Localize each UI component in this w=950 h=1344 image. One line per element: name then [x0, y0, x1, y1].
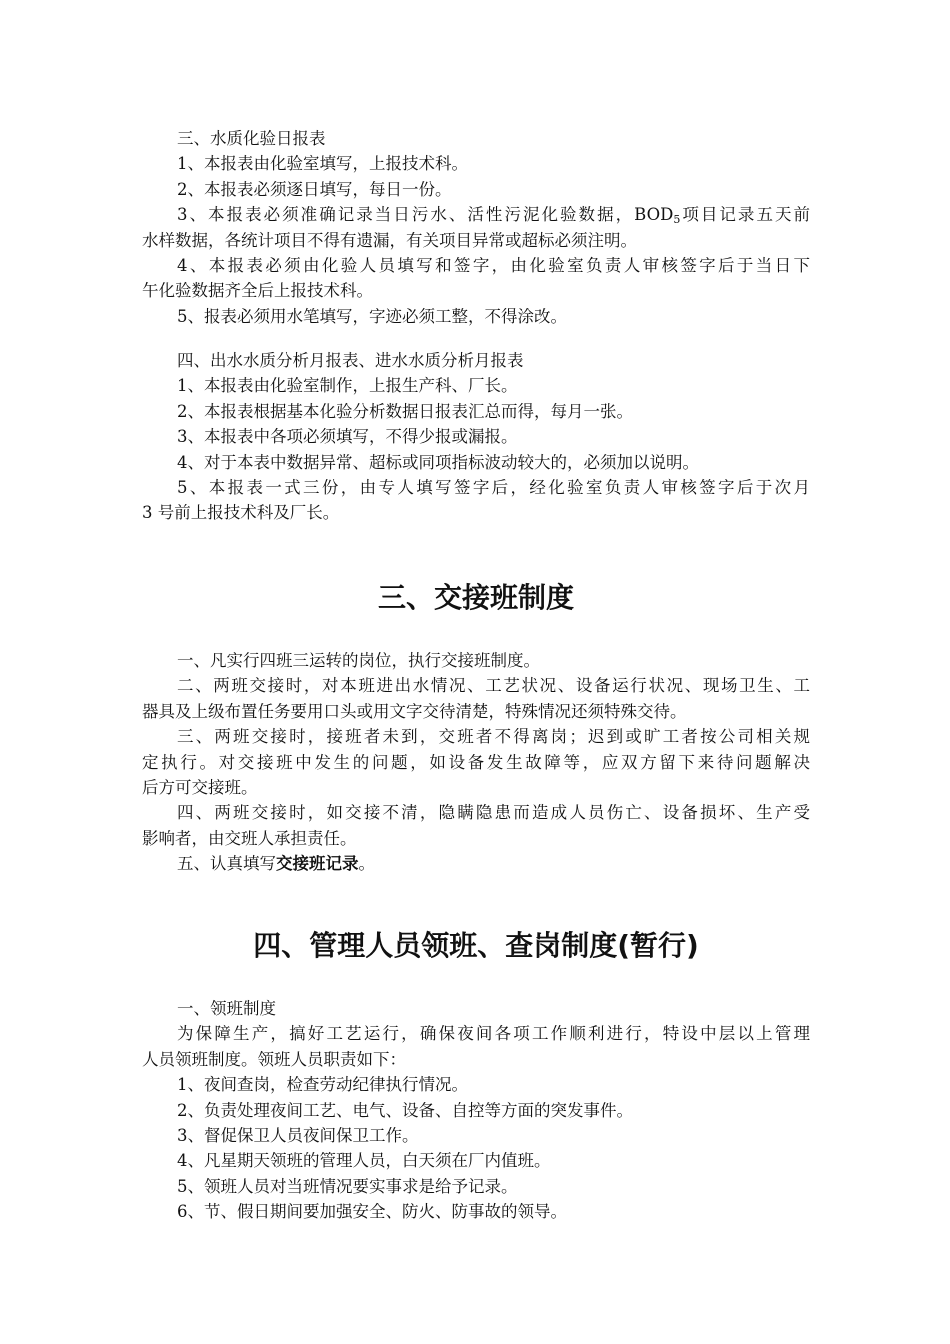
section-heading: 三、水质化验日报表	[177, 129, 326, 148]
paragraph-text: 。	[358, 854, 375, 874]
chapter-title-management: 四、管理人员领班、查岗制度(暂行)	[253, 929, 699, 962]
list-item-continuation: 3 号前上报技术科及厂长。	[142, 503, 340, 523]
paragraph-continuation: 定执行。对交接班中发生的问题，如设备发生故障等，应双方留下来待问题解决	[142, 752, 810, 772]
list-item: 5、报表必须用水笔填写，字迹必须工整，不得涂改。	[177, 306, 567, 326]
list-item: 3、本报表中各项必须填写，不得少报或漏报。	[177, 427, 518, 447]
list-item: 4、本报表必须由化验人员填写和签字，由化验室负责人审核签字后于当日下	[177, 256, 810, 276]
list-item: 5、本报表一式三份，由专人填写签字后，经化验室负责人审核签字后于次月	[177, 478, 810, 498]
list-item: 2、负责处理夜间工艺、电气、设备、自控等方面的突发事件。	[177, 1100, 633, 1120]
list-item: 2、本报表必须逐日填写，每日一份。	[177, 179, 452, 199]
list-item: 6、节、假日期间要加强安全、防火、防事故的领导。	[177, 1202, 567, 1222]
paragraph-continuation: 后方可交接班。	[142, 778, 258, 798]
paragraph-text: 五、认真填写	[177, 854, 276, 874]
paragraph-continuation: 影响者，由交班人承担责任。	[142, 828, 357, 848]
section-heading: 四、出水水质分析月报表、进水水质分析月报表	[177, 351, 524, 370]
item-text: 项目记录五天前	[680, 205, 811, 225]
list-item: 3、督促保卫人员夜间保卫工作。	[177, 1126, 419, 1146]
paragraph-continuation: 器具及上级布置任务要用口头或用文字交待清楚，特殊情况还须特殊交待。	[142, 701, 687, 721]
list-item: 5、领班人员对当班情况要实事求是给予记录。	[177, 1176, 518, 1196]
list-item: 1、本报表由化验室制作，上报生产科、厂长。	[177, 376, 518, 396]
section-water-quality-daily	[142, 126, 810, 329]
handover-record-term: 交接班记录	[276, 854, 359, 874]
list-item: 2、本报表根据基本化验分析数据日报表汇总而得，每月一张。	[177, 401, 633, 421]
subscript: 5	[673, 213, 681, 227]
paragraph: 一、凡实行四班三运转的岗位，执行交接班制度。	[177, 651, 540, 670]
section-management	[142, 996, 810, 1225]
list-item	[142, 202, 810, 227]
item-text: 3、本报表必须准确记录当日污水、活性污泥化验数据，BOD	[177, 205, 674, 225]
sub-heading: 一、领班制度	[177, 999, 276, 1018]
paragraph-continuation: 人员领班制度。领班人员职责如下：	[142, 1049, 406, 1069]
list-item: 1、夜间查岗，检查劳动纪律执行情况。	[177, 1075, 468, 1095]
list-item: 4、凡星期天领班的管理人员，白天须在厂内值班。	[177, 1151, 551, 1171]
chapter-title-handover: 三、交接班制度	[377, 581, 574, 614]
list-item-continuation: 午化验数据齐全后上报技术科。	[142, 281, 373, 301]
section-monthly-reports	[142, 348, 810, 526]
paragraph: 为保障生产，搞好工艺运行，确保夜间各项工作顺利进行，特设中层以上管理	[177, 1024, 810, 1044]
paragraph	[142, 851, 810, 876]
paragraph: 二、两班交接时，对本班进出水情况、工艺状况、设备运行状况、现场卫生、工	[177, 676, 810, 696]
paragraph: 三、两班交接时，接班者未到，交班者不得离岗；迟到或旷工者按公司相关规	[177, 727, 810, 747]
list-item-continuation: 水样数据，各统计项目不得有遗漏，有关项目异常或超标必须注明。	[142, 230, 637, 250]
list-item: 4、对于本表中数据异常、超标或同项指标波动较大的，必须加以说明。	[177, 452, 699, 472]
list-item: 1、本报表由化验室填写，上报技术科。	[177, 154, 468, 174]
section-handover	[142, 648, 810, 877]
paragraph: 四、两班交接时，如交接不清，隐瞒隐患而造成人员伤亡、设备损坏、生产受	[177, 803, 810, 823]
